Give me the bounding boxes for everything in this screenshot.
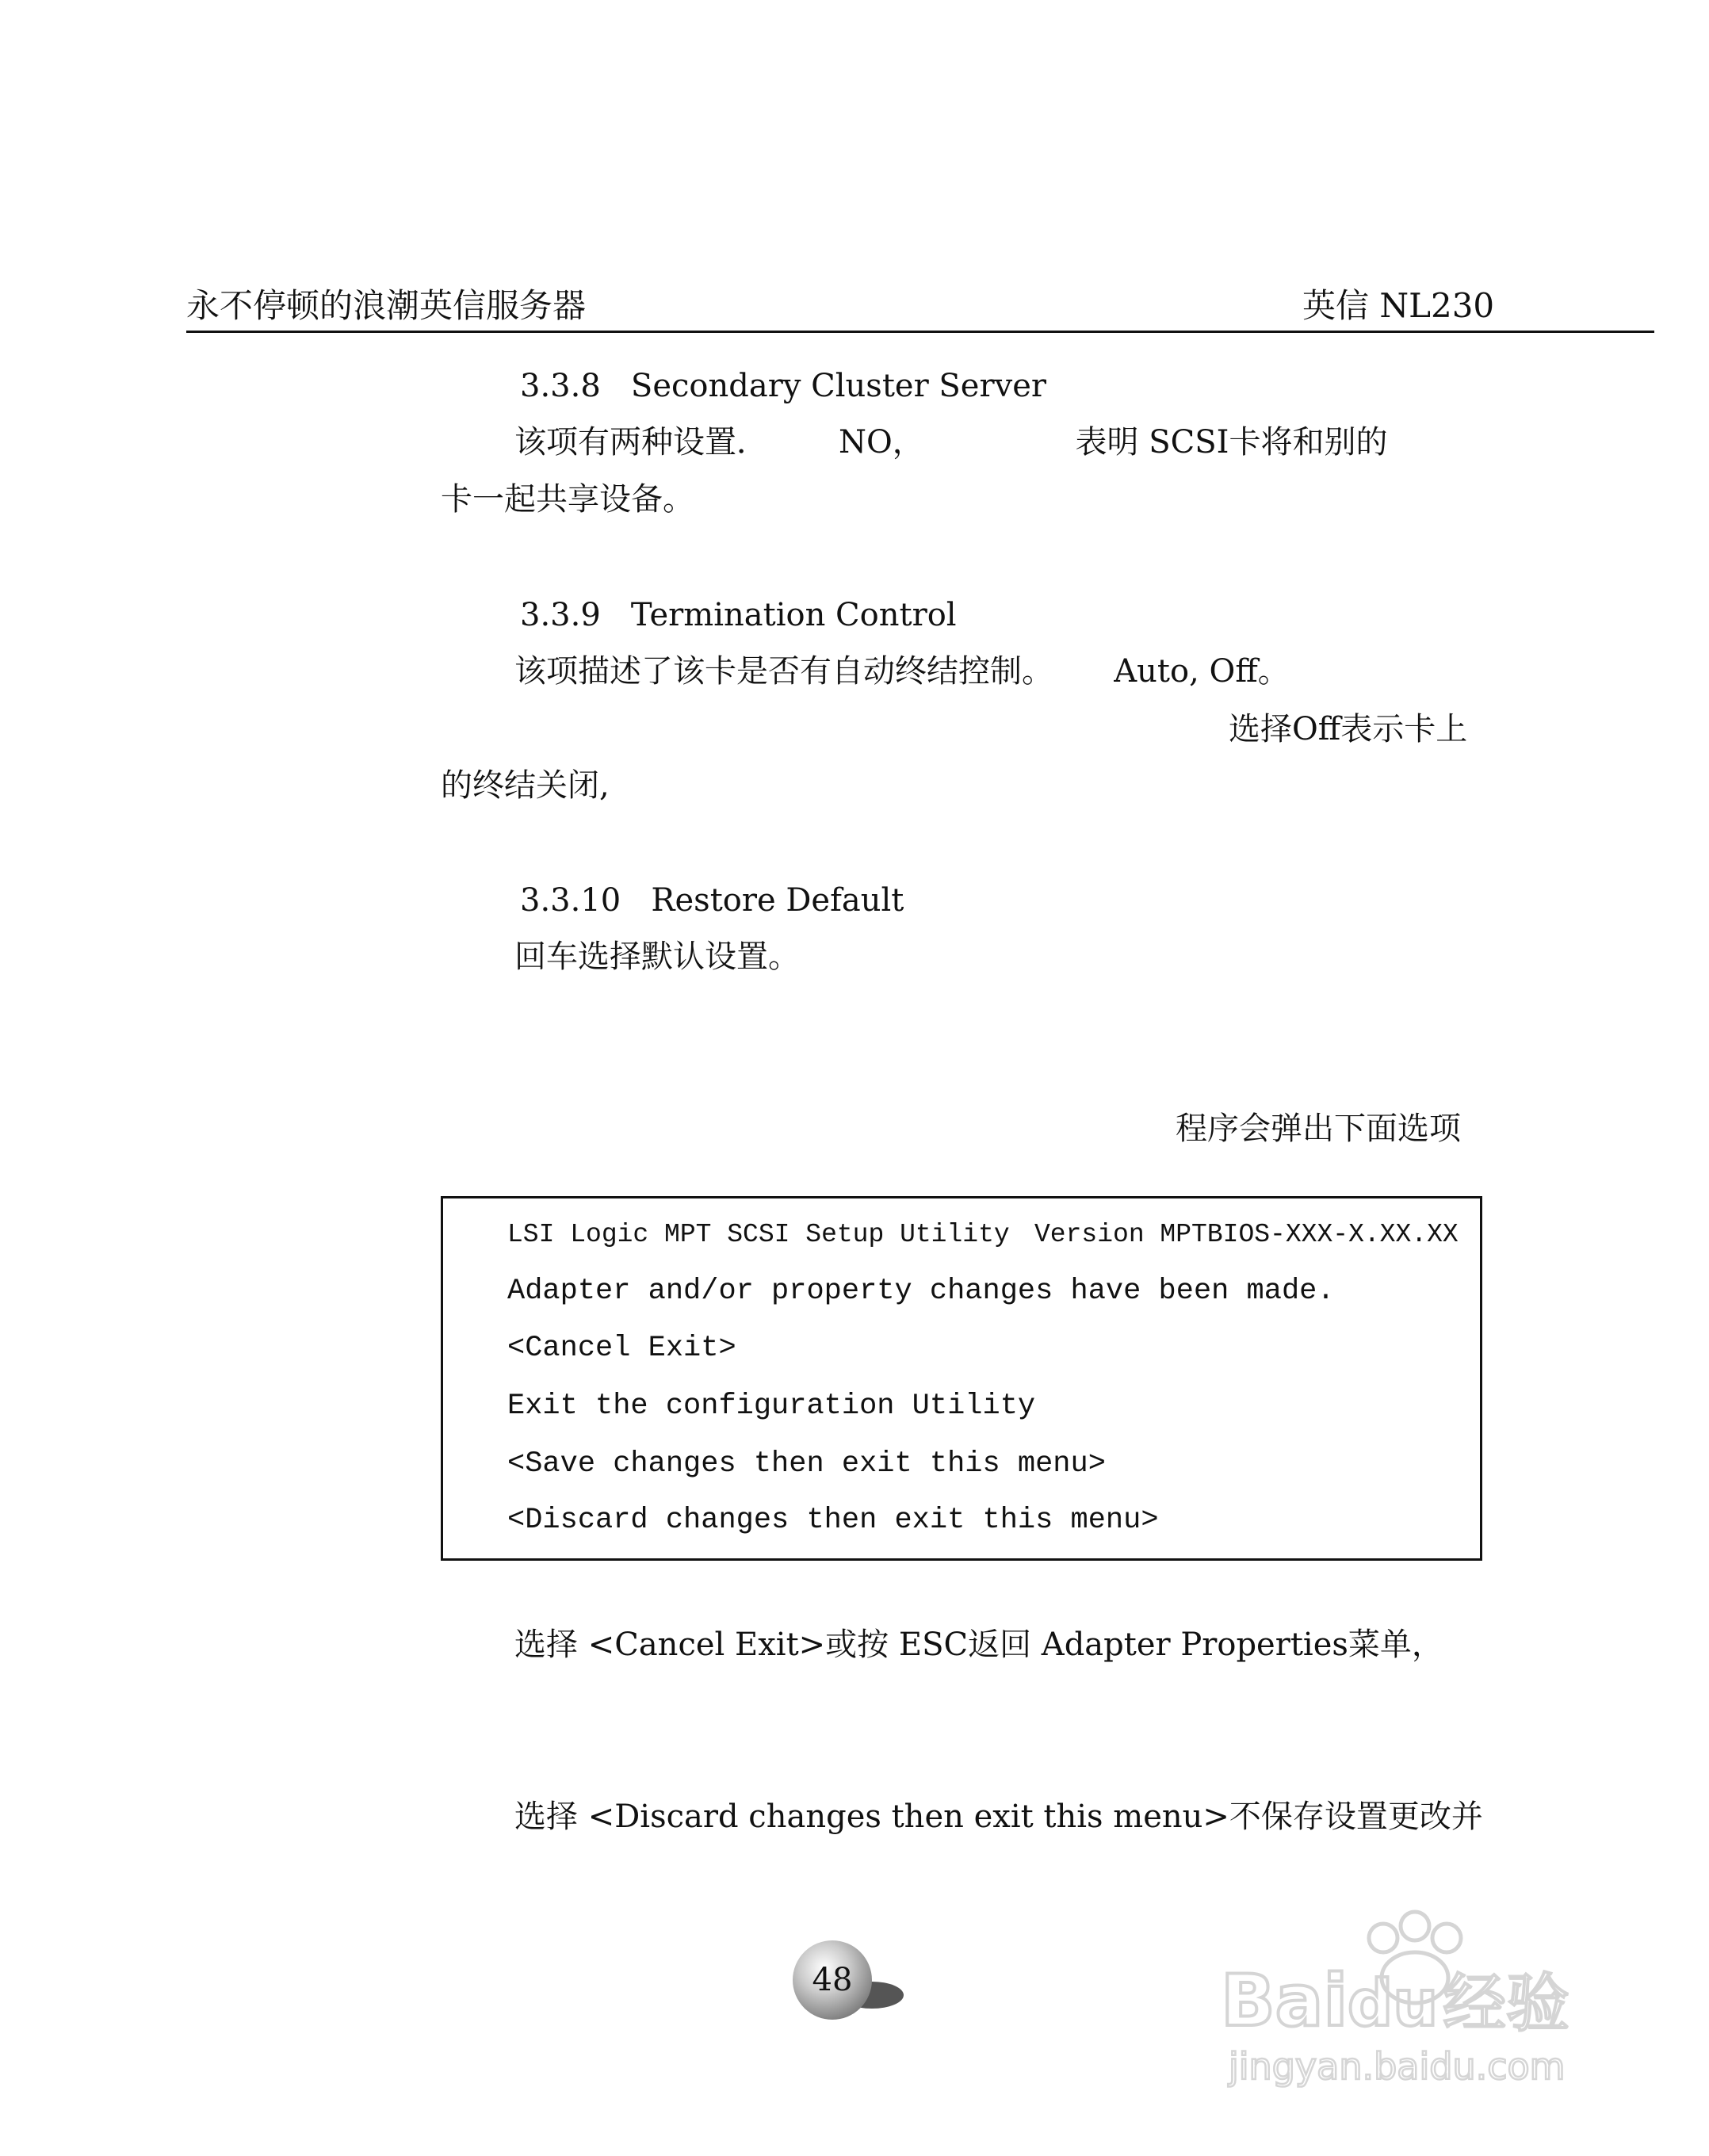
- paragraph-line: 的终结关闭,: [441, 767, 610, 804]
- note-line: 选择 <Discard changes then exit this menu>不保存设置更改并: [514, 1799, 1483, 1835]
- dialog-title: LSI Logic MPT SCSI Setup Utility: [507, 1220, 1010, 1249]
- paragraph-line: 回车选择默认设置。: [514, 938, 800, 975]
- svg-text:jingyan.baidu.com: jingyan.baidu.com: [1229, 2045, 1566, 2088]
- popup-intro: 程序会弹出下面选项: [1176, 1110, 1461, 1147]
- header-title: 永不停顿的浪潮英信服务器: [186, 286, 587, 325]
- header-rule: [186, 331, 1654, 333]
- page-number: [793, 1940, 872, 2020]
- baidu-jingyan-watermark: [1213, 1906, 1609, 2093]
- save-exit-option[interactable]: <Save changes then exit this menu>: [507, 1447, 1106, 1481]
- note-line: 选择 <Cancel Exit>或按 ESC返回 Adapter Properties菜单，: [514, 1627, 1443, 1663]
- cancel-exit-option[interactable]: <Cancel Exit>: [507, 1332, 736, 1365]
- svg-text:经验: 经验: [1443, 1967, 1569, 2040]
- svg-text:du: du: [1348, 1967, 1439, 2040]
- paragraph-line: 该项描述了该卡是否有自动终结控制。 Auto, Off。: [514, 653, 1290, 690]
- section-heading: 3.3.10 Restore Default: [520, 882, 904, 919]
- paragraph-line: 卡一起共享设备。: [441, 481, 694, 518]
- paragraph-line: 该项有两种设置． NO， 表明 SCSI卡将和别的: [514, 424, 1388, 461]
- discard-exit-option[interactable]: <Discard changes then exit this menu>: [507, 1504, 1159, 1537]
- page-number-text: 48: [812, 1962, 853, 1998]
- dialog-version: Version MPTBIOS-XXX-X.XX.XX: [1034, 1220, 1459, 1249]
- header-model: 英信 NL230: [1302, 286, 1495, 325]
- paragraph-line: 选择Off表示卡上: [1229, 711, 1468, 747]
- section-heading: 3.3.9 Termination Control: [520, 597, 957, 633]
- exit-utility-option[interactable]: Exit the configuration Utility: [507, 1390, 1036, 1423]
- dialog-message: Adapter and/or property changes have been made.: [507, 1275, 1335, 1308]
- section-heading: 3.3.8 Secondary Cluster Server: [520, 368, 1046, 404]
- svg-text:Bai: Bai: [1221, 1959, 1348, 2043]
